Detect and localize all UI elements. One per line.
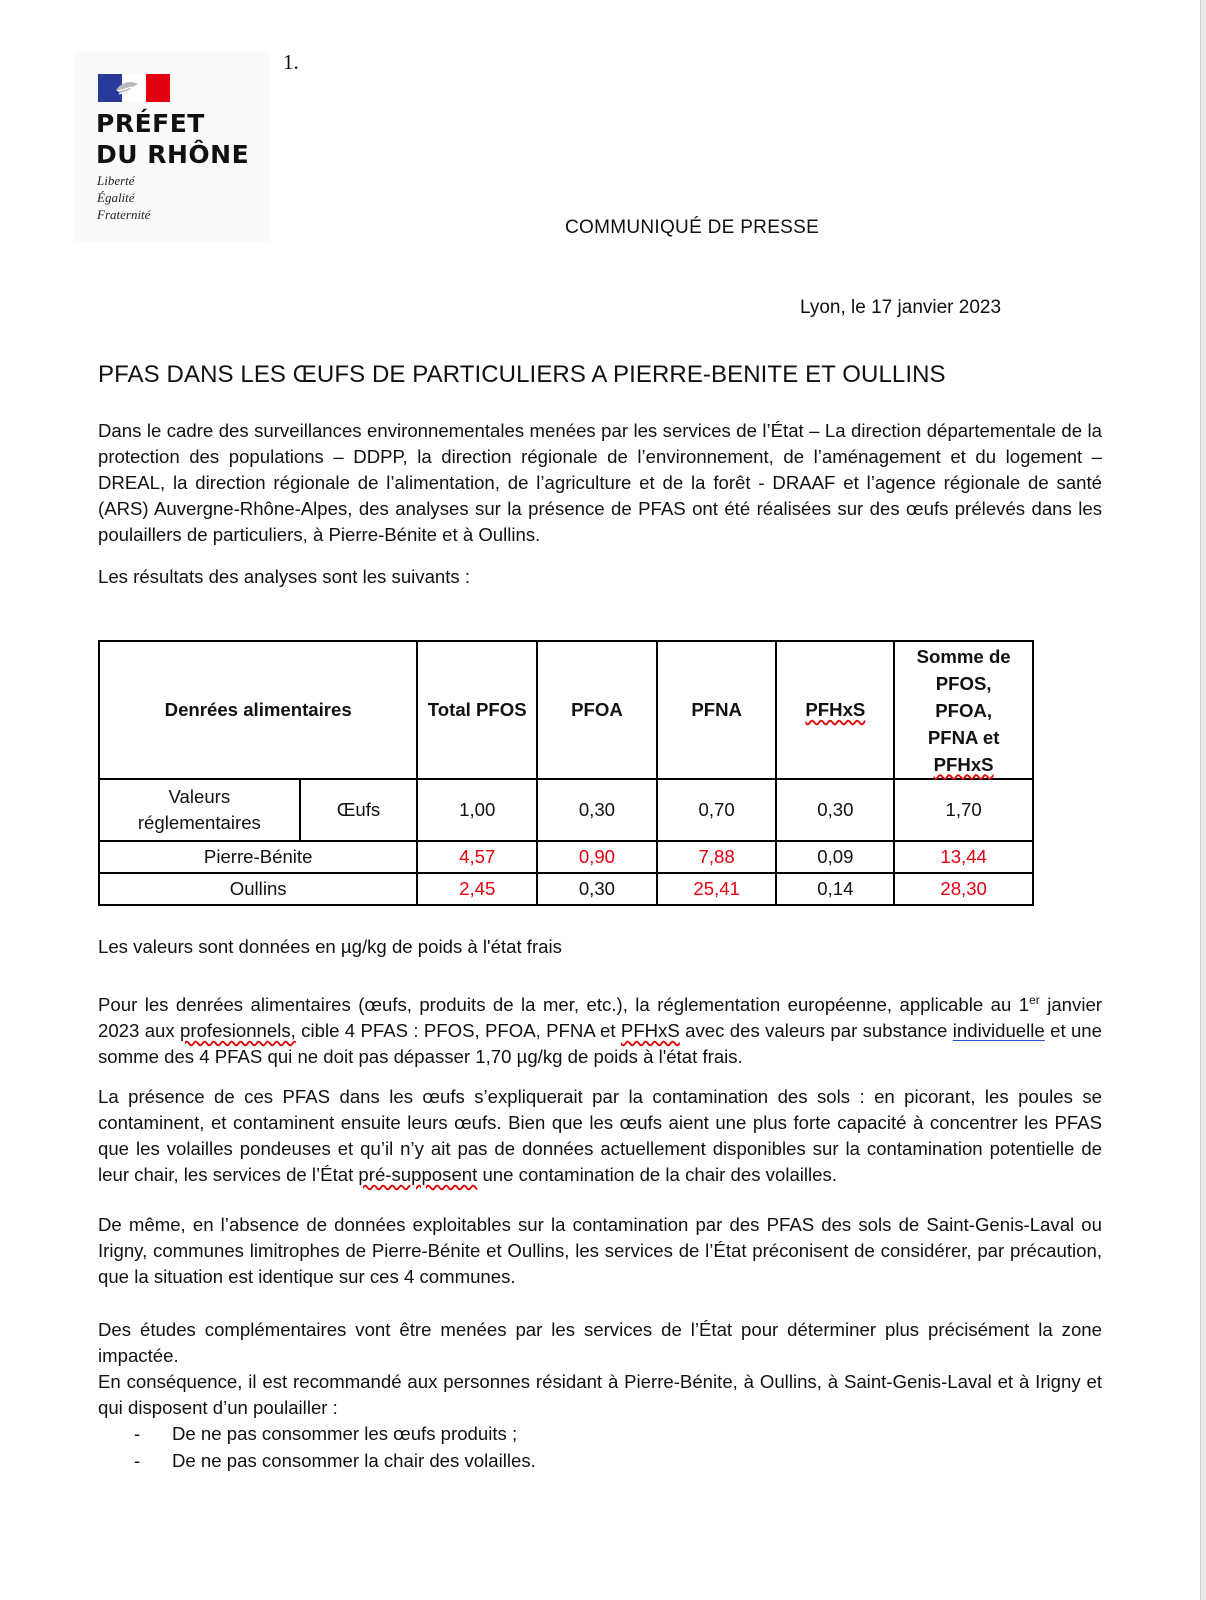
table-cell: 4,57 bbox=[417, 841, 537, 873]
results-intro: Les résultats des analyses sont les suivants : bbox=[98, 566, 471, 587]
table-cell: 0,09 bbox=[776, 841, 894, 873]
table-cell: 2,45 bbox=[417, 873, 537, 905]
prefecture-logo bbox=[74, 52, 270, 242]
list-item: - De ne pas consommer la chair des volailles. bbox=[134, 1450, 536, 1471]
header-pfna: PFNA bbox=[657, 641, 777, 779]
table-cell: 7,88 bbox=[657, 841, 777, 873]
header-pfhxs: PFHxS bbox=[776, 641, 894, 779]
list-number: 1. bbox=[283, 50, 299, 74]
table-cell: 0,90 bbox=[537, 841, 657, 873]
intro-paragraph: Dans le cadre des surveillances environnementales menées par les services de l’État – La direction départementale de la protection des populations – DDPP, la direction régionale de l’environnement, de l’aménagement et du logement – DREAL, la direction régionale de l’alimentation, de l’agriculture et de la forêt - DRAAF et l’agence régionale de santé (ARS) Auvergne-Rhône-Alpes, des analyses sur la présence de PFAS ont été réalisées sur des œufs prélevés dans les poulaillers de particuliers, à Pierre-Bénite et à Oullins. bbox=[98, 420, 1102, 545]
regulatory-label: Valeurs réglementaires bbox=[99, 779, 300, 841]
table-cell: 0,70 bbox=[657, 779, 777, 841]
row-name: Oullins bbox=[99, 873, 417, 905]
table-cell: 1,70 bbox=[894, 779, 1033, 841]
regulatory-product: Œufs bbox=[300, 779, 418, 841]
table-row bbox=[99, 873, 1033, 905]
presence-paragraph: La présence de ces PFAS dans les œufs s’expliquerait par la contamination des sols : en picorant, les poules se contaminent, et contaminent ensuite leurs œufs. Bien que les œufs aient une plus forte capacité à concentrer les PFAS que les volailles pondeuses et qu’il n’y ait pas de données actuellement disponibles sur la contamination potentielle de leur chair, les services de l’État pré-supposent une contamination de la chair des volailles. bbox=[98, 1086, 1102, 1185]
header-foods: Denrées alimentaires bbox=[99, 641, 417, 779]
table-header-row bbox=[99, 641, 1033, 779]
units-note: Les valeurs sont données en µg/kg de poids à l'état frais bbox=[98, 936, 562, 957]
table-cell: 0,30 bbox=[776, 779, 894, 841]
header-pfoa: PFOA bbox=[537, 641, 657, 779]
logo-motto: Liberté Égalité Fraternité bbox=[97, 173, 151, 222]
table-row bbox=[99, 841, 1033, 873]
marianne-flag-icon bbox=[98, 74, 170, 102]
table-cell: 1,00 bbox=[417, 779, 537, 841]
same-situation-paragraph: De même, en l’absence de données exploitables sur la contamination par des PFAS des sols de Saint-Genis-Laval ou Irigny, communes limitrophes de Pierre-Bénite et Oullins, les services de l’État préconisent de considérer, par précaution, que la situation est identique sur ces 4 communes. bbox=[98, 1214, 1102, 1287]
table-row-regulatory bbox=[99, 779, 1033, 841]
table-cell: 0,30 bbox=[537, 873, 657, 905]
document-type: COMMUNIQUÉ DE PRESSE bbox=[565, 217, 820, 238]
recommendation-list bbox=[98, 1420, 536, 1474]
header-sum: Somme de PFOS, PFOA, PFNA et PFHxS bbox=[894, 641, 1033, 779]
document-date: Lyon, le 17 janvier 2023 bbox=[800, 297, 1002, 318]
row-name: Pierre-Bénite bbox=[99, 841, 417, 873]
table-cell: 25,41 bbox=[657, 873, 777, 905]
table-cell: 28,30 bbox=[894, 873, 1033, 905]
table-cell: 0,30 bbox=[537, 779, 657, 841]
studies-paragraph: Des études complémentaires vont être menées par les services de l’État pour déterminer plus précisément la zone impactée. En conséquence, il est recommandé aux personnes résidant à Pierre-Bénite, à Oullins, à Saint-Genis-Laval et à Irigny et qui disposent d’un poulailler : bbox=[98, 1319, 1102, 1418]
table-cell: 0,14 bbox=[776, 873, 894, 905]
list-item: - De ne pas consommer les œufs produits ; bbox=[134, 1423, 518, 1444]
regulation-paragraph: Pour les denrées alimentaires (œufs, produits de la mer, etc.), la réglementation européenne, applicable au 1er janvier 2023 aux profesionnels, cible 4 PFAS : PFOS, PFOA, PFNA et PFHxS avec des valeurs par substance individuelle et une somme des 4 PFAS qui ne doit pas dépasser 1,70 µg/kg de poids à l'état frais. bbox=[98, 993, 1102, 1068]
results-table bbox=[98, 640, 1034, 906]
header-pfos: Total PFOS bbox=[417, 641, 537, 779]
page-title: PFAS DANS LES ŒUFS DE PARTICULIERS A PIERRE-BENITE ET OULLINS bbox=[98, 361, 946, 388]
logo-title: PRÉFET DU RHÔNE bbox=[96, 109, 250, 169]
table-cell: 13,44 bbox=[894, 841, 1033, 873]
